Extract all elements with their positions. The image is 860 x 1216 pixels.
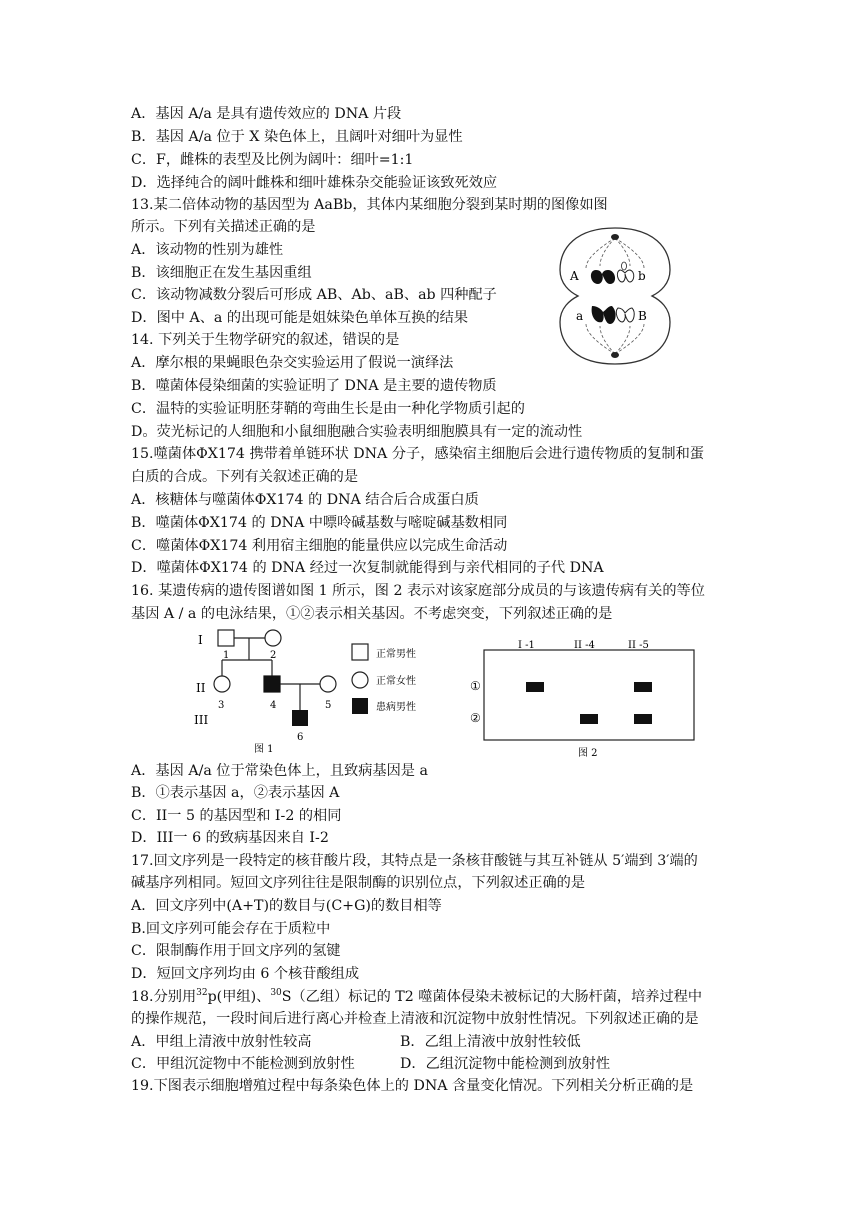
q14-option-b: B．噬菌体侵染细菌的实验证明了 DNA 是主要的遗传物质: [131, 378, 497, 394]
centrosome-top: [611, 234, 619, 240]
q13-option-c: C．该动物减数分裂后可形成 AB、Ab、aB、ab 四种配子: [131, 287, 497, 303]
individual-II-4: [264, 676, 280, 692]
q12-option-a: A．基因 A/a 是具有遗传效应的 DNA 片段: [131, 106, 402, 122]
q16-stem-line1: 16. 某遗传病的遗传图谱如图 1 所示，图 2 表示对该家庭部分成员的与该遗传病有关的等位: [131, 583, 705, 599]
q16-option-b: B．①表示基因 a，②表示基因 A: [131, 785, 340, 801]
q16-stem-line2: 基因 A / a 的电泳结果，①②表示相关基因。不考虑突变，下列叙述正确的是: [131, 606, 613, 622]
q16-option-d: D．III一 6 的致病基因来自 I-2: [131, 830, 329, 846]
q16-option-a: A．基因 A/a 位于常染色体上，且致病基因是 a: [131, 763, 428, 779]
legend-affected-label: 患病男性: [376, 702, 416, 713]
q18-option-c: C．甲组沉淀物中不能检测到放射性: [131, 1056, 355, 1072]
q12-option-d: D．选择纯合的阔叶雌株和细叶雄株杂交能验证该致死效应: [131, 175, 498, 191]
q13-option-d: D．图中 A、a 的出现可能是姐妹染色单体互换的结果: [131, 310, 469, 326]
individual-I-1: [218, 630, 234, 646]
q18-option-d: D．乙组沉淀物中能检测到放射性: [400, 1056, 611, 1072]
q16-option-c: C．II一 5 的基因型和 I-2 的相同: [131, 808, 342, 824]
q13-option-b: B．该细胞正在发生基因重组: [131, 265, 312, 281]
q19-stem: 19.下图表示细胞增殖过程中每条染色体上的 DNA 含量变化情况。下列相关分析正确的是: [131, 1078, 694, 1094]
number-6: 6: [297, 732, 304, 743]
q15-stem-line2: 白质的合成。下列有关叙述正确的是: [131, 469, 359, 485]
gel-band-row1-lane-1: [526, 682, 544, 692]
cell-membrane: [560, 228, 670, 364]
q15-option-c: C．噬菌体ΦX174 利用宿主细胞的能量供应以完成生命活动: [131, 538, 508, 554]
lane-label-II-5: II -5: [628, 640, 649, 651]
cell-division-figure: [556, 226, 674, 366]
q18-option-a: A．甲组上清液中放射性较高: [131, 1034, 312, 1050]
q17-option-c: C．限制酶作用于回文序列的氢键: [131, 943, 341, 959]
gene-label-B: B: [638, 309, 647, 323]
gene-label-a: a: [576, 309, 584, 323]
legend-affected-symbol: [352, 698, 368, 714]
individual-III-6: [292, 710, 308, 726]
number-2: 2: [270, 650, 277, 661]
q13-option-a: A．该动物的性别为雄性: [131, 242, 284, 258]
number-1: 1: [223, 650, 230, 661]
individual-I-2: [265, 630, 281, 646]
figure-2-caption: 图 2: [578, 748, 598, 759]
individual-II-5: [320, 676, 336, 692]
number-3: 3: [218, 700, 225, 711]
individual-II-3: [214, 676, 230, 692]
q15-option-d: D．噬菌体ΦX174 的 DNA 经过一次复制就能得到与亲代相同的子代 DNA: [131, 560, 604, 576]
gel-band-row2-lane-3: [634, 714, 652, 724]
superscript-32: 32: [196, 988, 208, 998]
row-label-2: ②: [470, 711, 481, 725]
centrosome-bottom: [611, 352, 619, 358]
gel-frame: [484, 650, 694, 740]
q14-option-a: A．摩尔根的果蝇眼色杂交实验运用了假说一演绎法: [131, 355, 454, 371]
figure-1-caption: 图 1: [254, 744, 274, 755]
gel-band-row2-lane-2: [580, 714, 598, 724]
legend-male-symbol: [352, 644, 368, 660]
legend-female-label: 正常女性: [376, 676, 416, 687]
q12-option-c: C．F，雌株的表型及比例为阔叶：细叶=1:1: [131, 152, 414, 168]
q14-option-d: D。荧光标记的人细胞和小鼠细胞融合实验表明细胞膜具有一定的流动性: [131, 424, 583, 440]
q17-stem-line1: 17.回文序列是一段特定的核苷酸片段，其特点是一条核苷酸链与其互补链从 5′端到 3′端的: [131, 853, 698, 869]
number-4: 4: [270, 700, 277, 711]
q13-stem-line2: 所示。下列有关描述正确的是: [131, 219, 316, 235]
q15-option-a: A．核糖体与噬菌体ΦX174 的 DNA 结合后合成蛋白质: [131, 492, 479, 508]
q17-stem-line2: 碱基序列相同。短回文序列往往是限制酶的识别位点，下列叙述正确的是: [131, 875, 586, 891]
legend-male-label: 正常男性: [376, 649, 416, 660]
q14-stem: 14. 下列关于生物学研究的叙述，错误的是: [131, 332, 400, 348]
q13-stem-line1: 13.某二倍体动物的基因型为 AaBb，其体内某细胞分裂到某时期的图像如图: [131, 197, 608, 213]
q17-option-d: D．短回文序列均由 6 个核苷酸组成: [131, 966, 360, 982]
generation-II-label: II: [196, 681, 206, 695]
number-5: 5: [325, 700, 332, 711]
q17-option-b: B.回文序列可能会存在于质粒中: [131, 921, 331, 937]
electrophoresis-figure: [462, 636, 698, 760]
q18-option-b: B．乙组上清液中放射性较低: [400, 1034, 581, 1050]
generation-III-label: III: [194, 713, 209, 727]
pedigree-figure: [188, 624, 450, 758]
lane-label-II-4: II -4: [574, 640, 595, 651]
chromosome-lower-dark: [592, 306, 616, 324]
chromosome-upper-dark: [591, 270, 615, 284]
superscript-30: 30: [270, 988, 282, 998]
q15-option-b: B．噬菌体ΦX174 的 DNA 中嘌呤碱基数与嘧啶碱基数相同: [131, 515, 508, 531]
q18-stem-line2: 的操作规范，一段时间后进行离心并检查上清液和沉淀物中放射性情况。下列叙述正确的是: [131, 1011, 699, 1027]
q18-stem-part3: S（乙组）标记的 T2 噬菌体侵染未被标记的大肠杆菌，培养过程中: [281, 989, 703, 1005]
q18-stem-part1: 18.分别用: [131, 989, 197, 1005]
gene-label-b: b: [638, 269, 646, 283]
q14-option-c: C．温特的实验证明胚芽鞘的弯曲生长是由一种化学物质引起的: [131, 401, 525, 417]
row-label-1: ①: [470, 679, 481, 693]
q15-stem-line1: 15.噬菌体ΦX174 携带着单链环状 DNA 分子，感染宿主细胞后会进行遗传物质的复制和蛋: [131, 446, 704, 462]
q18-stem-part2: p(甲组)、: [207, 989, 271, 1005]
gel-band-row1-lane-3: [634, 682, 652, 692]
generation-I-label: I: [198, 633, 203, 647]
gene-label-A: A: [570, 269, 579, 283]
lane-label-I-1: I -1: [518, 640, 535, 651]
q17-option-a: A．回文序列中(A+T)的数目与(C+G)的数目相等: [131, 898, 442, 914]
legend-female-symbol: [352, 672, 368, 688]
q18-stem-line1: [131, 986, 702, 1008]
q12-option-b: B．基因 A/a 位于 X 染色体上，且阔叶对细叶为显性: [131, 129, 463, 145]
